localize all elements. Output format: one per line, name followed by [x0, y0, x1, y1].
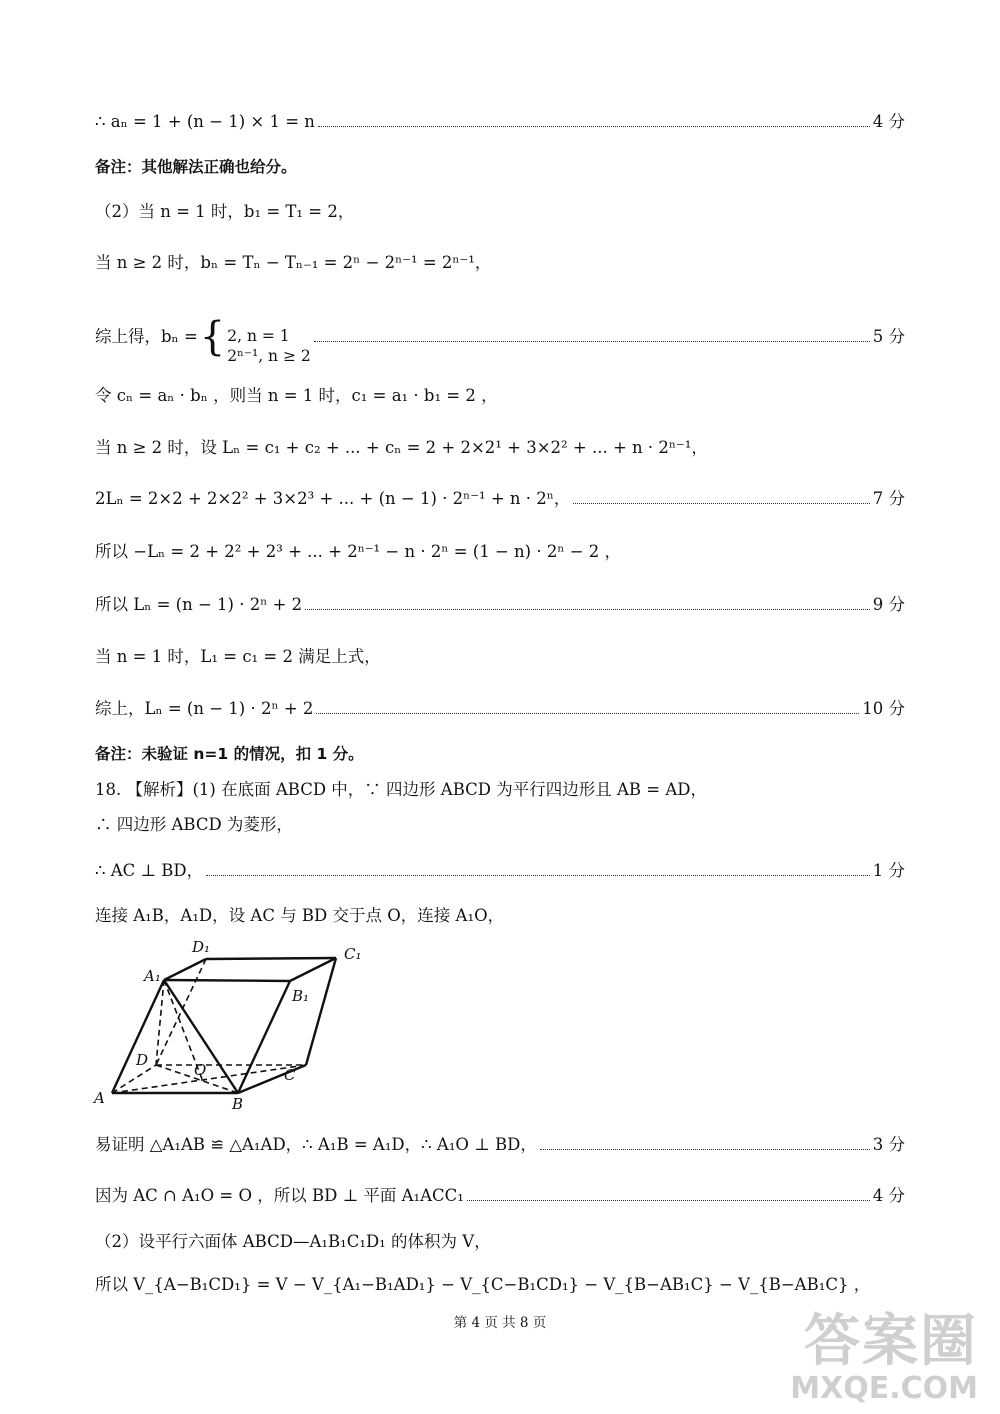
dot-leader: [305, 609, 870, 610]
piecewise-cases: [227, 327, 311, 366]
label-D: D: [136, 1051, 149, 1069]
dot-leader: [314, 341, 870, 342]
line-text: 所以 Lₙ = (n − 1) · 2ⁿ + 2: [95, 595, 303, 614]
label-D1: D₁: [192, 938, 211, 956]
dot-leader: [573, 503, 869, 504]
watermark-url: MXQE.COM: [790, 1371, 978, 1406]
score-mark: 7 分: [872, 489, 905, 508]
label-B: B: [232, 1095, 244, 1113]
line-text: 因为 AC ∩ A₁O = O ，所以 BD ⊥ 平面 A₁ACC₁: [95, 1186, 464, 1205]
score-mark: 4 分: [872, 112, 905, 131]
label-B1: B₁: [292, 987, 310, 1005]
label-A: A: [94, 1089, 105, 1107]
piecewise-line: [95, 314, 905, 367]
solution-line: 所以 −Lₙ = 2 + 2² + 2³ + ... + 2ⁿ⁻¹ − n · 2ⁿ = (1 − n) · 2ⁿ − 2 ，: [95, 542, 622, 561]
solution-line: （2）当 n = 1 时，b₁ = T₁ = 2，: [95, 202, 355, 221]
score-mark: 3 分: [872, 1135, 905, 1154]
solution-line-plane: [95, 1185, 905, 1207]
label-C: C: [284, 1066, 296, 1084]
score-mark: 5 分: [872, 327, 905, 346]
remark-line: 备注：其他解法正确也给分。: [95, 158, 297, 176]
parallelepiped-figure: [92, 935, 372, 1115]
edge-B1-B: [238, 981, 290, 1093]
dot-leader: [316, 713, 859, 714]
solution-line: （2）设平行六面体 ABCD—A₁B₁C₁D₁ 的体积为 V，: [95, 1232, 491, 1251]
line-text: 2Lₙ = 2×2 + 2×2² + 3×2³ + ... + (n − 1) · 2ⁿ⁻¹ + n · 2ⁿ，: [95, 489, 571, 508]
label-C1: C₁: [344, 945, 362, 963]
solution-line-volume: 所以 V_{A−B₁CD₁} = V − V_{A₁−B₁AD₁} − V_{C−B₁CD₁} − V_{B−AB₁C} − V_{B−AB₁C} ，: [95, 1275, 871, 1294]
score-mark: 9 分: [872, 595, 905, 614]
page-footer: 第 4 页 共 8 页: [453, 1315, 547, 1331]
solution-line: 当 n = 1 时，L₁ = c₁ = 2 满足上式，: [95, 647, 381, 666]
score-mark: 1 分: [872, 861, 905, 880]
edge-D1-D: [156, 959, 206, 1065]
dot-leader: [467, 1200, 870, 1201]
hidden-edges: [112, 959, 306, 1093]
solution-line: 当 n ≥ 2 时，bₙ = Tₙ − Tₙ₋₁ = 2ⁿ − 2ⁿ⁻¹ = 2ⁿ⁻¹，: [95, 253, 492, 272]
dot-leader: [318, 126, 870, 127]
problem-18-line: 18. 【解析】(1) 在底面 ABCD 中，∵ 四边形 ABCD 为平行四边形且 AB = AD，: [95, 780, 707, 799]
solution-line: 连接 A₁B，A₁D，设 AC 与 BD 交于点 O，连接 A₁O，: [95, 906, 505, 925]
label-O: O: [194, 1061, 207, 1079]
solution-line: 令 cₙ = aₙ · bₙ ，则当 n = 1 时，c₁ = a₁ · b₁ = 2 ，: [95, 386, 498, 405]
case-1: 2, n = 1: [227, 327, 290, 345]
solution-line: 当 n ≥ 2 时，设 Lₙ = c₁ + c₂ + ... + cₙ = 2 + 2×2¹ + 3×2² + ... + n · 2ⁿ⁻¹，: [95, 438, 708, 457]
remark-line: 备注：未验证 n=1 的情况，扣 1 分。: [95, 745, 364, 763]
edge-A1-B1: [164, 980, 290, 981]
edge-A1-D1: [164, 959, 206, 980]
edge-D1-C1: [206, 958, 336, 959]
score-mark: 4 分: [872, 1186, 905, 1205]
watermark: [790, 1309, 978, 1406]
line-text: 综上得，bₙ =: [95, 327, 198, 346]
watermark-logo-text: 答案圈: [804, 1309, 978, 1374]
solution-line-perp: [95, 860, 905, 882]
score-mark: 10 分: [862, 699, 905, 718]
edge-C1-C: [306, 958, 336, 1065]
solution-line-summary: [95, 698, 905, 720]
solution-line-ln: [95, 594, 905, 616]
line-text: 综上，Lₙ = (n − 1) · 2ⁿ + 2: [95, 699, 314, 718]
line-text: ∴ AC ⊥ BD，: [95, 861, 204, 880]
line-text: ∴ aₙ = 1 + (n − 1) × 1 = n: [95, 112, 315, 131]
brace: {: [199, 314, 226, 360]
edge-C1-B1: [290, 958, 336, 981]
case-2: 2ⁿ⁻¹, n ≥ 2: [227, 347, 311, 365]
solution-line-an: [95, 111, 905, 133]
solution-line-2ln: [95, 488, 905, 510]
dot-leader: [540, 1149, 870, 1150]
solution-line: ∴ 四边形 ABCD 为菱形，: [95, 815, 293, 834]
solution-line-congruent: [95, 1134, 905, 1156]
label-A1: A₁: [144, 967, 161, 985]
dot-leader: [206, 875, 870, 876]
diagonal-A-C: [112, 1065, 306, 1093]
line-text: 易证明 △A₁AB ≌ △A₁AD，∴ A₁B = A₁D，∴ A₁O ⊥ BD，: [95, 1135, 537, 1154]
